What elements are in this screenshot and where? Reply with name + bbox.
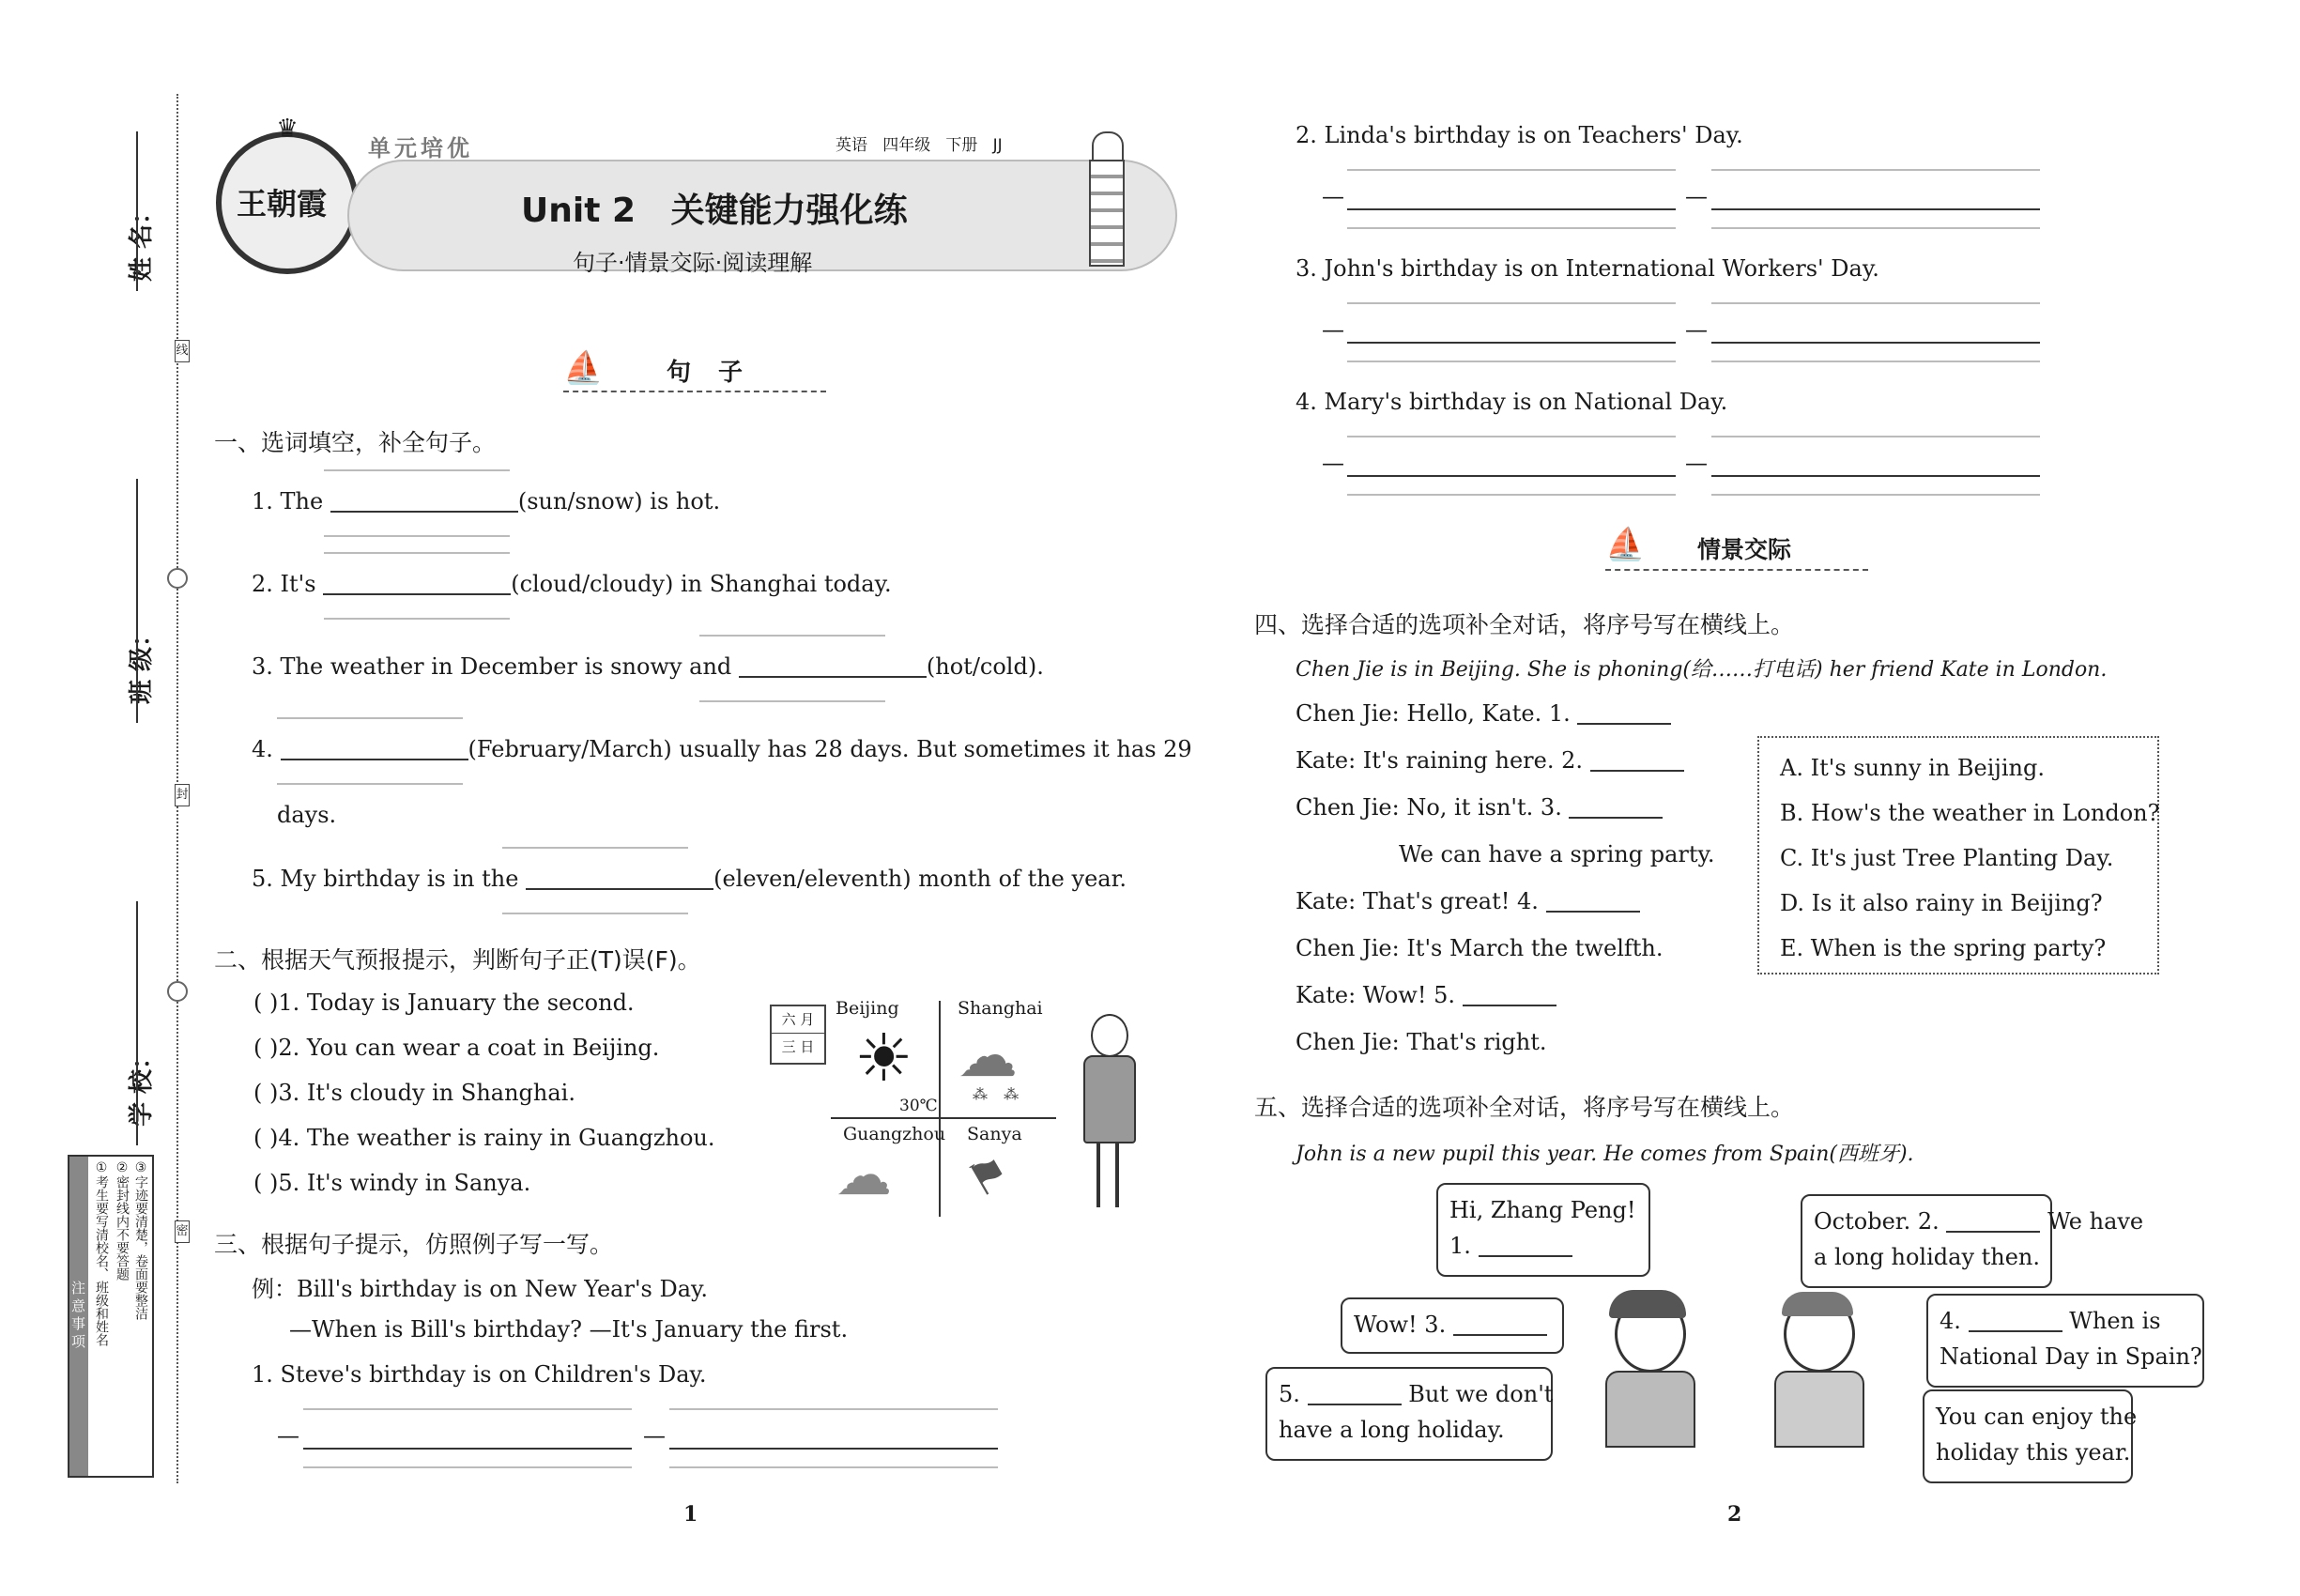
notice-box (68, 1155, 154, 1478)
zhang-peng-figure (1765, 1296, 1878, 1446)
page-subtitle: 句子·情景交际·阅读理解 (573, 250, 813, 276)
q1-item-2: 2. It's (cloud/cloudy) in Shanghai today. (252, 571, 892, 597)
binding-circle-1 (167, 568, 188, 589)
city-sanya: Sanya (967, 1124, 1022, 1144)
option-c: C. It's just Tree Planting Day. (1780, 845, 2114, 871)
cut-mark-1: 线 (175, 340, 190, 362)
answer-blank[interactable] (330, 490, 518, 513)
speech-bubble-4: 4. When is National Day in Spain? (1926, 1294, 2204, 1388)
option-e: E. When is the spring party? (1780, 935, 2107, 961)
notice-item-2: ②密封线内不要答题 (115, 1160, 130, 1281)
q1-item-4: 4. (February/March) usually has 28 days. But sometimes it has 29 (252, 736, 1192, 762)
answer-blank[interactable] (739, 655, 927, 678)
speech-bubble-5: 5. But we don't have a long holiday. (1265, 1367, 1553, 1461)
logo-text: 王朝霞 (236, 186, 327, 222)
answer-blank[interactable] (1463, 984, 1556, 1006)
answer-blank[interactable] (1969, 1310, 2062, 1332)
q1-item-4-cont: days. (277, 802, 337, 828)
section-banner-sentences (563, 349, 826, 394)
q2-heading: 二、根据天气预报提示，判断句子正(T)误(F)。 (214, 946, 701, 974)
q3-item-2: 2. Linda's birthday is on Teachers' Day. (1296, 122, 1743, 148)
option-a: A. It's sunny in Beijing. (1780, 755, 2045, 781)
page-title: Unit 2 关键能力强化练 (521, 192, 908, 230)
notice-item-1: ①考生要写清校名、班级和姓名 (94, 1160, 109, 1346)
section-title: 句 子 (667, 359, 753, 387)
rain-cloud-icon: ☁ (958, 1021, 1018, 1091)
city-shanghai: Shanghai (958, 998, 1043, 1019)
speech-bubble-3: Wow! 3. (1341, 1297, 1564, 1354)
q4-line-3: Chen Jie: No, it isn't. 3. (1296, 794, 1663, 821)
q1-item-3: 3. The weather in December is snowy and (hot/cold). (252, 653, 1044, 680)
q1-item-5: 5. My birthday is in the (eleven/eleventh) month of the year. (252, 866, 1127, 892)
page-number-1: 1 (683, 1502, 698, 1527)
q5-intro: John is a new pupil this year. He comes from Spain(西班牙). (1296, 1143, 1914, 1166)
q4-line-1: Chen Jie: Hello, Kate. 1. (1296, 700, 1671, 727)
q1-heading: 一、选词填空，补全句子。 (214, 429, 497, 456)
q4-intro: Chen Jie is in Beijing. She is phoning(给……打电话) her friend Kate in London. (1296, 658, 2108, 682)
q4-line-4: Kate: That's great! 4. (1296, 888, 1640, 914)
binding-margin (56, 94, 188, 1502)
sun-icon: ☀ (854, 1020, 913, 1097)
q4-line-6: Kate: Wow! 5. (1296, 982, 1556, 1008)
q4-options-box (1757, 736, 2159, 974)
lighthouse-icon (1087, 131, 1125, 263)
answer-blank[interactable] (1453, 1313, 1547, 1336)
q3-item-4: 4. Mary's birthday is on National Day. (1296, 389, 1728, 415)
answer-blank[interactable] (281, 738, 468, 760)
q3-heading: 三、根据句子提示，仿照例子写一写。 (214, 1231, 614, 1258)
rain-drops-icon: ⁂ ⁂ (973, 1085, 1025, 1103)
temperature: 30℃ (899, 1097, 938, 1115)
q2-item-1: ( )1. Today is January the second. (253, 990, 635, 1016)
cloud-icon: ☁ (836, 1143, 892, 1208)
q4-heading: 四、选择合适的选项补全对话，将序号写在横线上。 (1254, 611, 1795, 638)
q4-line-7: Chen Jie: That's right. (1296, 1029, 1547, 1055)
john-figure (1596, 1296, 1709, 1446)
class-field[interactable] (136, 479, 138, 723)
q3-item-1: 1. Steve's birthday is on Children's Day. (252, 1361, 707, 1388)
series-label: 单元培优 (368, 135, 473, 161)
sailboat-icon: ⛵ (563, 349, 604, 387)
weather-forecast-figure (760, 995, 1155, 1220)
q1-item-1: 1. The (sun/snow) is hot. (252, 488, 721, 514)
speech-bubble-6: You can enjoy the holiday this year. (1923, 1389, 2133, 1483)
answer-blank[interactable] (1569, 796, 1663, 819)
answer-blank[interactable] (1577, 702, 1671, 725)
q2-item-4: ( )4. The weather is rainy in Guangzhou. (253, 1125, 715, 1151)
q4-line-5: Chen Jie: It's March the twelfth. (1296, 935, 1664, 961)
q4-line-3-cont: We can have a spring party. (1399, 841, 1715, 867)
q3-item-3: 3. John's birthday is on International Workers' Day. (1296, 255, 1879, 282)
answer-blank[interactable] (1308, 1383, 1402, 1405)
q3-example-answer: —When is Bill's birthday? —It's January the first. (289, 1316, 849, 1343)
cut-mark-3: 密 (175, 1220, 190, 1243)
q4-line-2: Kate: It's raining here. 2. (1296, 747, 1684, 774)
brand-logo (216, 115, 359, 274)
cut-mark-2: 封 (175, 784, 190, 806)
answer-blank[interactable] (1590, 749, 1684, 772)
q3-example: 例：Bill's birthday is on New Year's Day. (252, 1276, 709, 1302)
speech-bubble-2: October. 2. We have a long holiday then. (1801, 1194, 2052, 1288)
section-title: 情景交际 (1697, 536, 1792, 563)
q5-heading: 五、选择合适的选项补全对话，将序号写在横线上。 (1254, 1094, 1795, 1121)
book-meta: 英语 四年级 下册 JJ (836, 136, 1003, 155)
name-field[interactable] (136, 131, 138, 291)
header (207, 113, 1192, 282)
speech-bubble-1: Hi, Zhang Peng! 1. (1436, 1183, 1650, 1277)
name-label: 姓 名： (128, 199, 156, 282)
q2-item-2: ( )2. You can wear a coat in Beijing. (253, 1035, 660, 1061)
section-banner-dialogue (1605, 526, 1868, 573)
option-b: B. How's the weather in London? (1780, 800, 2160, 826)
class-label: 班 级： (128, 622, 156, 704)
notice-heading: 注意事项 (69, 1157, 88, 1476)
answer-blank[interactable] (1946, 1210, 2040, 1233)
answer-blank[interactable] (323, 573, 511, 595)
city-guangzhou: Guangzhou (843, 1124, 946, 1144)
notice-item-3: ③字迹要清楚，卷面要整洁 (133, 1160, 148, 1320)
sailboat-icon: ⛵ (1605, 526, 1646, 563)
weather-presenter-figure (1070, 1014, 1145, 1211)
school-label: 学 校： (128, 1044, 156, 1127)
calendar-icon: 六 月 三 日 (770, 1005, 826, 1065)
answer-blank[interactable] (1546, 890, 1640, 913)
answer-blank[interactable] (526, 867, 713, 890)
logo-crown-icon: ♛ (276, 115, 299, 143)
q2-item-5: ( )5. It's windy in Sanya. (253, 1170, 531, 1196)
q2-item-3: ( )3. It's cloudy in Shanghai. (253, 1080, 575, 1106)
answer-blank[interactable] (1479, 1235, 1572, 1257)
wind-icon: ⚑ (958, 1143, 1020, 1210)
school-field[interactable] (136, 901, 138, 1145)
binding-circle-2 (167, 981, 188, 1002)
option-d: D. Is it also rainy in Beijing? (1780, 890, 2103, 916)
city-beijing: Beijing (836, 998, 899, 1019)
page-number-2: 2 (1727, 1502, 1742, 1527)
